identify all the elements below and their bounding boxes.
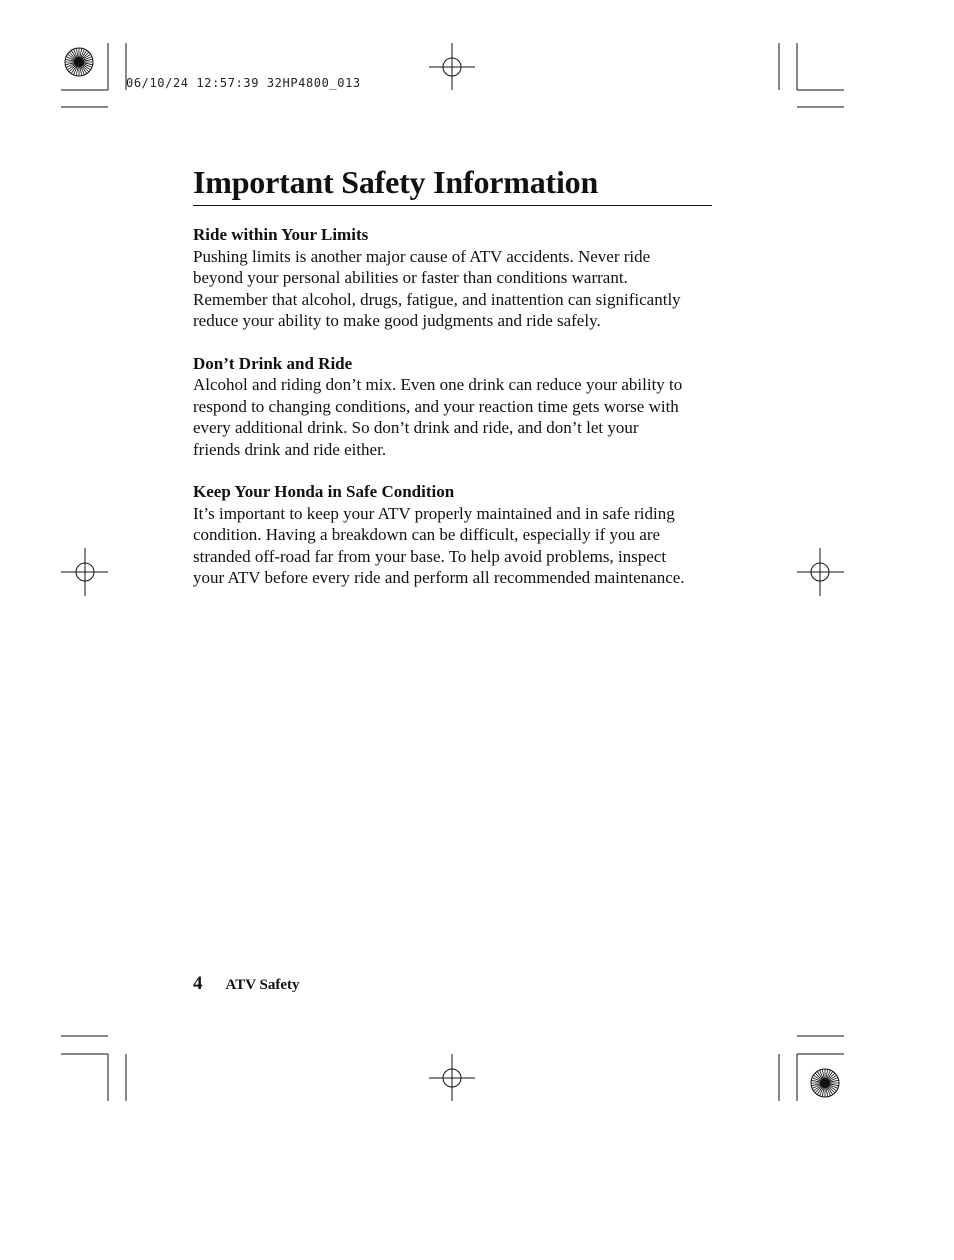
section-safe-condition [193, 481, 723, 589]
print-timestamp: 06/10/24 12:57:39 32HP4800_013 [126, 76, 361, 90]
star-target-top-left [65, 48, 93, 76]
section-body: Pushing limits is another major cause of ATV accidents. Never ride beyond your personal abilities or faster than conditions warrant. Remember that alcohol, drugs, fatigue, and inattention can significantly reduce your ability to make good judgments and ride safely. [193, 246, 681, 330]
section-heading: Keep Your Honda in Safe Condition [193, 482, 455, 501]
section-body: It’s important to keep your ATV properly maintained and in safe riding condition. Having a breakdown can be difficult, especially if you are stranded off-road far from your base. To help avoid problems, inspect your ATV before every ride and perform all recommended maintenance. [193, 503, 685, 587]
page-title: Important Safety Information [193, 164, 599, 200]
page-footer [193, 973, 300, 995]
footer-section-name: ATV Safety [225, 977, 300, 993]
registration-mark-bottom [429, 1054, 475, 1101]
star-target-bottom-right [811, 1069, 839, 1097]
registration-mark-top [429, 43, 475, 90]
registration-mark-left [61, 548, 108, 596]
page-number: 4 [193, 973, 203, 994]
title-underline [193, 205, 712, 206]
section-heading: Ride within Your Limits [193, 225, 369, 244]
section-dont-drink-and-ride [193, 353, 723, 461]
section-body: Alcohol and riding don’t mix. Even one drink can reduce your ability to respond to changing conditions, and your reaction time gets worse with every additional drink. So don’t drink and ride, and don’t let your friends drink and ride either. [193, 375, 683, 459]
section-heading: Don’t Drink and Ride [193, 353, 353, 373]
registration-mark-right [797, 548, 844, 596]
main-content [193, 224, 723, 610]
section-ride-within-limits [193, 224, 723, 332]
